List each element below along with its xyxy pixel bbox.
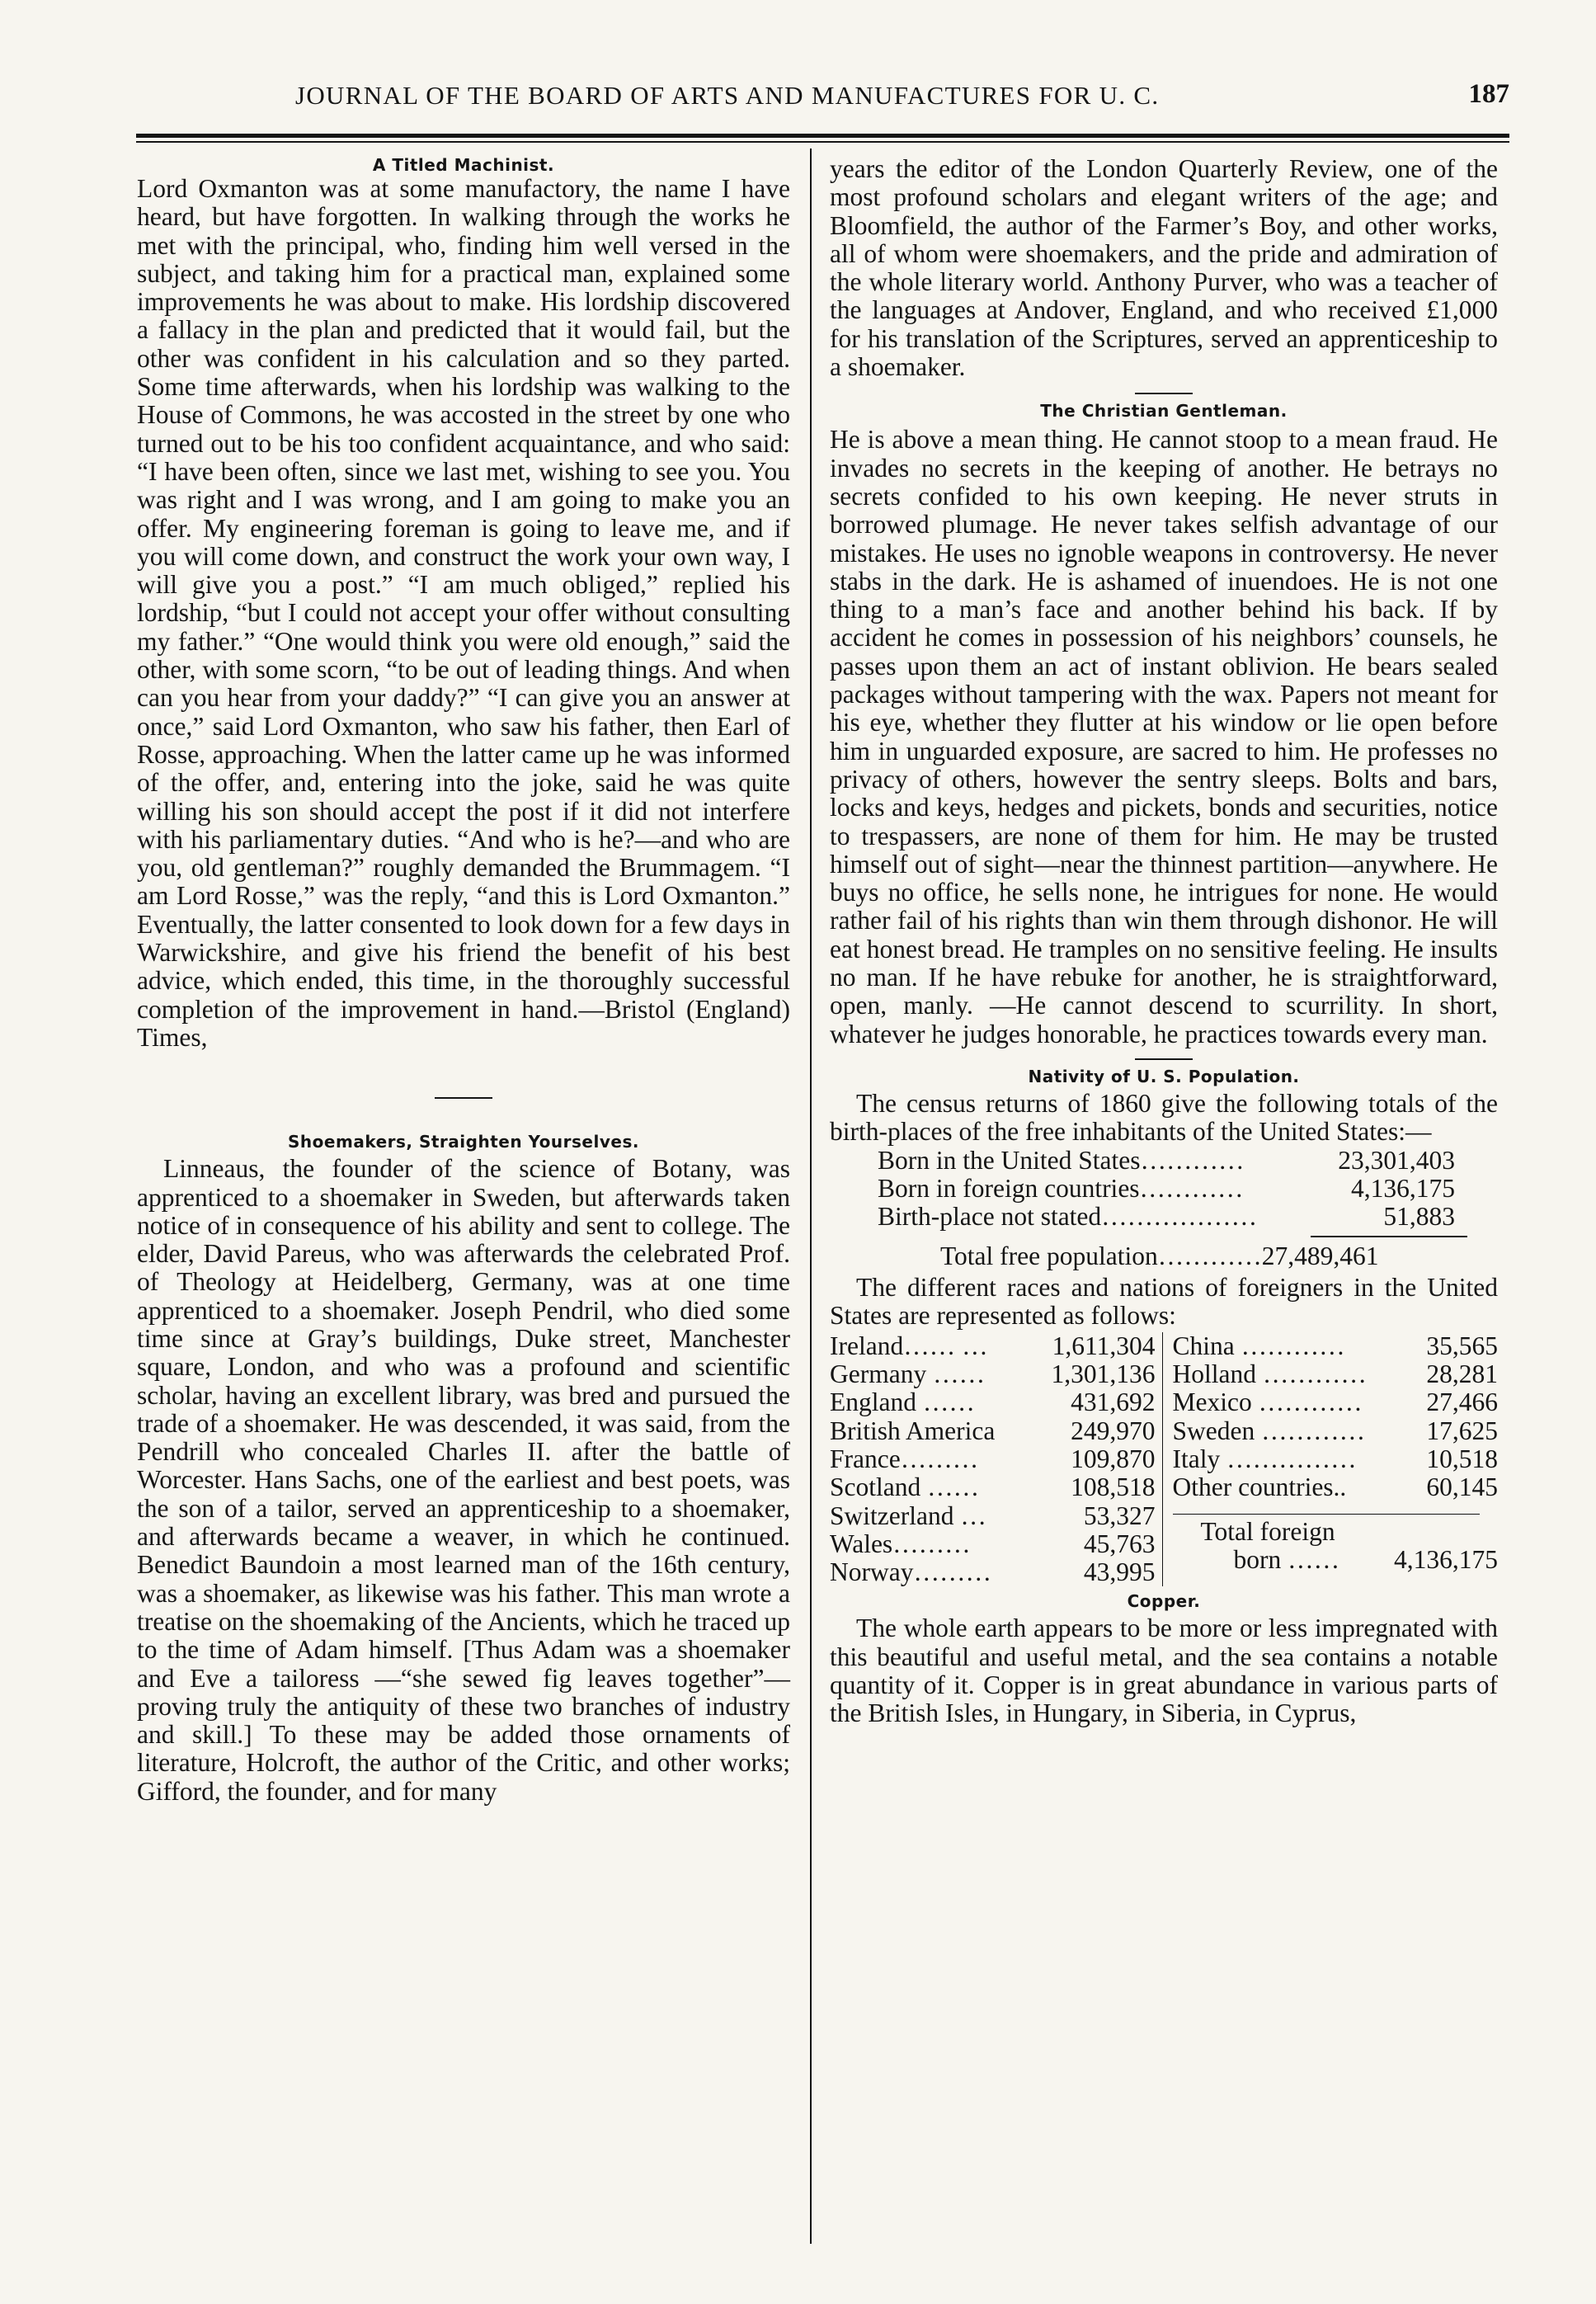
nation-value: 45,763: [1083, 1529, 1156, 1558]
nation-name: Switzerland …: [830, 1501, 986, 1530]
nation-row: [830, 1502, 1156, 1530]
census-row-label: Born in the United States…………: [878, 1146, 1245, 1175]
census-row-value: 23,301,403: [1338, 1145, 1455, 1175]
article-body-shoemakers: Linneaus, the founder of the science of Botany, was apprenticed to a shoemaker in Sweden, but afterwards taken notice of in consequence of his ability and sent to college. The elder, David Pareus, who was afterwards the celebrated Prof. of Theology at Heidelberg, Germany, was at one time apprenticed to a shoemaker. Joseph Pendril, who died some time since at Gray’s buildings, Duke street, Manchester square, London, and who was a profound and scientific scholar, having an excellent library, was bred and pursued the trade of a shoemaker. He was descended, it was said, from the Pendrill who concealed Charles II. after the battle of Worcester. Hans Sachs, one of the earliest and best poets, was the son of a tailor, served an apprenticeship to a shoemaker, and afterwards became a weaver, in which he continued. Benedict Baundoin a most learned man of the 16th century, was a shoemaker, as likewise was his father. This man wrote a treatise on the shoemaking of the Ancients, which he traced up to the time of Adam himself. [Thus Adam was a shoemaker and Eve a tailoress —“she sewed fig leaves together”—proving truly the antiquity of these two branches of industry and skill.] To these may be added those ornaments of literature, Holcroft, the author of the Critic, and other works; Gifford, the founder, and for many: [137, 1154, 790, 1806]
census-total: [830, 1242, 1498, 1270]
nation-value: 109,870: [1071, 1444, 1156, 1473]
nation-name: England ……: [830, 1388, 975, 1417]
census-row-value: 4,136,175: [1351, 1173, 1455, 1203]
census-row-label: Birth-place not stated………………: [878, 1203, 1258, 1232]
census-sum-rule: [1311, 1236, 1467, 1237]
foreign-total-row: [1173, 1546, 1499, 1574]
nation-row: [830, 1388, 1156, 1416]
nation-row: [830, 1417, 1156, 1445]
nation-value: 60,145: [1426, 1472, 1498, 1502]
article-body-shoemakers-continued: years the editor of the London Quarterly Review, one of the most profound scholars and elegant writers of the age; and Bloomfield, the author of the Farmer’s Boy, and other works, all of whom were shoemakers, and the pride and admiration of the whole literary world. Anthony Purver, who was a teacher of the languages at Andover, England, and who received £1,000 for his translation of the Scriptures, served an apprenticeship to a shoemaker.: [830, 154, 1498, 382]
nation-row: [830, 1530, 1156, 1558]
nation-row: [1173, 1388, 1499, 1416]
nation-name: British America: [830, 1416, 996, 1445]
nation-name: Italy ……………: [1172, 1444, 1357, 1473]
article-heading-copper: Copper.: [1127, 1591, 1201, 1612]
nativity-intro: The census returns of 1860 give the following totals of the birth-places of the free inhabitants of the United States:—: [830, 1088, 1498, 1147]
nations-column-left: [830, 1332, 1163, 1587]
nation-value: 108,518: [1071, 1472, 1156, 1502]
article-body-machinist: Lord Oxmanton was at some manufactory, the name I have heard, but have forgotten. In walking through the works he met with the principal, who, finding him well versed in the subject, and taking him for a practical man, explained some improvements he was about to make. His lordship discovered a fallacy in the plan and predicted that it would fail, but the other was confident in his calculation and so they parted. Some time afterwards, when his lordship was walking to the House of Commons, he was accosted in the street by one who turned out to be his too confident acquaintance, and who said: “I have been often, since we last met, wishing to see you. You was right and I was wrong, and I am going to make you an offer. My engineering foreman is going to leave me, and if you will come down, and construct the work your own way, I will give you a post.” “I am much obliged,” replied his lordship, “but I could not accept your offer without consulting my father.” “One would think you were old enough,” said the other, with some scorn, “to be out of leading things. And when can you hear from your daddy?” “I can give you an answer at once,” said Lord Oxmanton, who saw his father, then Earl of Rosse, approaching. When the latter came up he was informed of the offer, and, entering into the joke, said he was quite willing his son should accept the post if it did not interfere with his parliamentary duties. “And who is he?—and who are you, old gentleman?” roughly demanded the Brummagem. “I am Lord Rosse,” was the reply, “and this is Lord Oxmanton.” Eventually, the latter consented to look down for a few days in Warwickshire, and give his friend the benefit of his best advice, which ended, this time, in the thoroughly successful completion of the improvement in hand.—Bristol (England) Times,: [137, 174, 790, 1052]
journal-title: JOURNAL OF THE BOARD OF ARTS AND MANUFACTURES FOR U. C.: [295, 81, 1160, 110]
nation-value: 53,327: [1083, 1501, 1156, 1530]
article-body-gentleman: He is above a mean thing. He cannot stoop to a mean fraud. He invades no secrets in the keeping of another. He betrays no secrets confided to his own keeping. He never struts in borrowed plumage. He never takes selfish advantage of our mistakes. He uses no ignoble weapons in controversy. He never stabs in the dark. He is ashamed of inuendoes. He is not one thing to a man’s face and another behind his back. If by accident he comes in possession of his neighbors’ counsels, he passes upon them an act of instant oblivion. He bears sealed packages without tampering with the wax. Papers not meant for his eye, whether they flutter at his window or lie open before him in unguarded exposure, are sacred to him. He professes no privacy of others, however the sentry sleeps. Bolts and bars, locks and keys, hedges and pickets, bonds and securities, notice to trespassers, are none of them for him. He may be trusted himself out of sight—near the thinnest partition—anywhere. He buys no office, he sells none, he intrigues for none. He would rather fail of his rights than win them through dishonor. He will eat honest bread. He tramples on no sensitive feeling. He insults no man. If he have rebuke for another, he is straightforward, open, manly. —He cannot descend to scurrility. In short, whatever he judges honorable, he practices towards every man.: [830, 425, 1498, 1048]
nations-table: [830, 1332, 1498, 1587]
nation-name: France………: [830, 1444, 979, 1473]
foreign-total-rule: [1173, 1514, 1480, 1515]
census-row-value: 51,883: [1383, 1202, 1455, 1232]
article-heading-shoemakers: Shoemakers, Straighten Yourselves.: [288, 1132, 639, 1152]
article-heading-gentleman: The Christian Gentleman.: [1040, 401, 1288, 422]
nation-row: [830, 1360, 1156, 1388]
article-heading-nativity: Nativity of U. S. Population.: [1028, 1066, 1300, 1086]
header-rule-thick: [136, 134, 1509, 138]
nation-name: Other countries..: [1172, 1473, 1347, 1502]
foreign-total-label: Total foreign: [1200, 1517, 1335, 1547]
nation-name: Holland …………: [1172, 1360, 1367, 1389]
nation-value: 431,692: [1071, 1388, 1156, 1417]
header-rule-thin: [136, 141, 1509, 143]
foreign-total-label-2: born ……: [1233, 1545, 1340, 1575]
nation-row: [1173, 1360, 1499, 1388]
nation-row: [830, 1558, 1156, 1586]
foreign-total-value: 4,136,175: [1394, 1545, 1498, 1575]
nation-value: 27,466: [1426, 1388, 1498, 1417]
column-separator: [810, 148, 812, 2244]
nation-value: 35,565: [1426, 1331, 1498, 1360]
nation-row: [1173, 1473, 1499, 1501]
nation-row: [830, 1473, 1156, 1501]
nation-name: Ireland…… …: [830, 1331, 988, 1360]
nations-column-right: [1163, 1332, 1499, 1587]
page-number: 187: [1468, 79, 1509, 109]
left-column: [137, 155, 790, 1806]
nation-value: 1,611,304: [1052, 1331, 1156, 1360]
nation-name: Scotland ……: [830, 1473, 980, 1502]
nation-name: Mexico …………: [1172, 1388, 1363, 1417]
nation-value: 17,625: [1426, 1416, 1498, 1445]
nation-name: Sweden …………: [1172, 1416, 1366, 1445]
census-row: [830, 1147, 1455, 1175]
census-row-label: Born in foreign countries…………: [878, 1174, 1244, 1203]
nation-row: [830, 1445, 1156, 1473]
nation-value: 43,995: [1083, 1557, 1156, 1587]
nation-value: 10,518: [1426, 1444, 1498, 1473]
article-body-copper: The whole earth appears to be more or less impregnated with this beautiful and useful metal, and the sea contains a notable quantity of it. Copper is in great abundance in various parts of the British Isles, in Hungary, in Siberia, in Cyprus,: [830, 1614, 1498, 1728]
nation-row: [1173, 1417, 1499, 1445]
nation-name: Wales………: [830, 1529, 971, 1558]
right-column: [830, 155, 1498, 1728]
census-total-value: 27,489,461: [1261, 1241, 1379, 1270]
nation-name: Germany ……: [830, 1360, 986, 1389]
nation-row: [1173, 1332, 1499, 1360]
article-heading-machinist: A Titled Machinist.: [372, 155, 555, 175]
running-header: [132, 78, 1509, 122]
nation-value: 1,301,136: [1051, 1359, 1156, 1389]
nation-name: China …………: [1172, 1331, 1345, 1360]
nation-value: 249,970: [1071, 1416, 1156, 1445]
nation-value: 28,281: [1426, 1359, 1498, 1389]
nation-row: [830, 1332, 1156, 1360]
census-row: [830, 1175, 1455, 1203]
nation-name: Norway………: [830, 1558, 991, 1587]
census-row: [830, 1203, 1455, 1231]
races-intro: The different races and nations of foreigners in the United States are represented as follows:: [830, 1273, 1498, 1331]
census-total-label: Total free population…………: [940, 1241, 1262, 1270]
nation-row: [1173, 1445, 1499, 1473]
census-table: [830, 1147, 1498, 1271]
